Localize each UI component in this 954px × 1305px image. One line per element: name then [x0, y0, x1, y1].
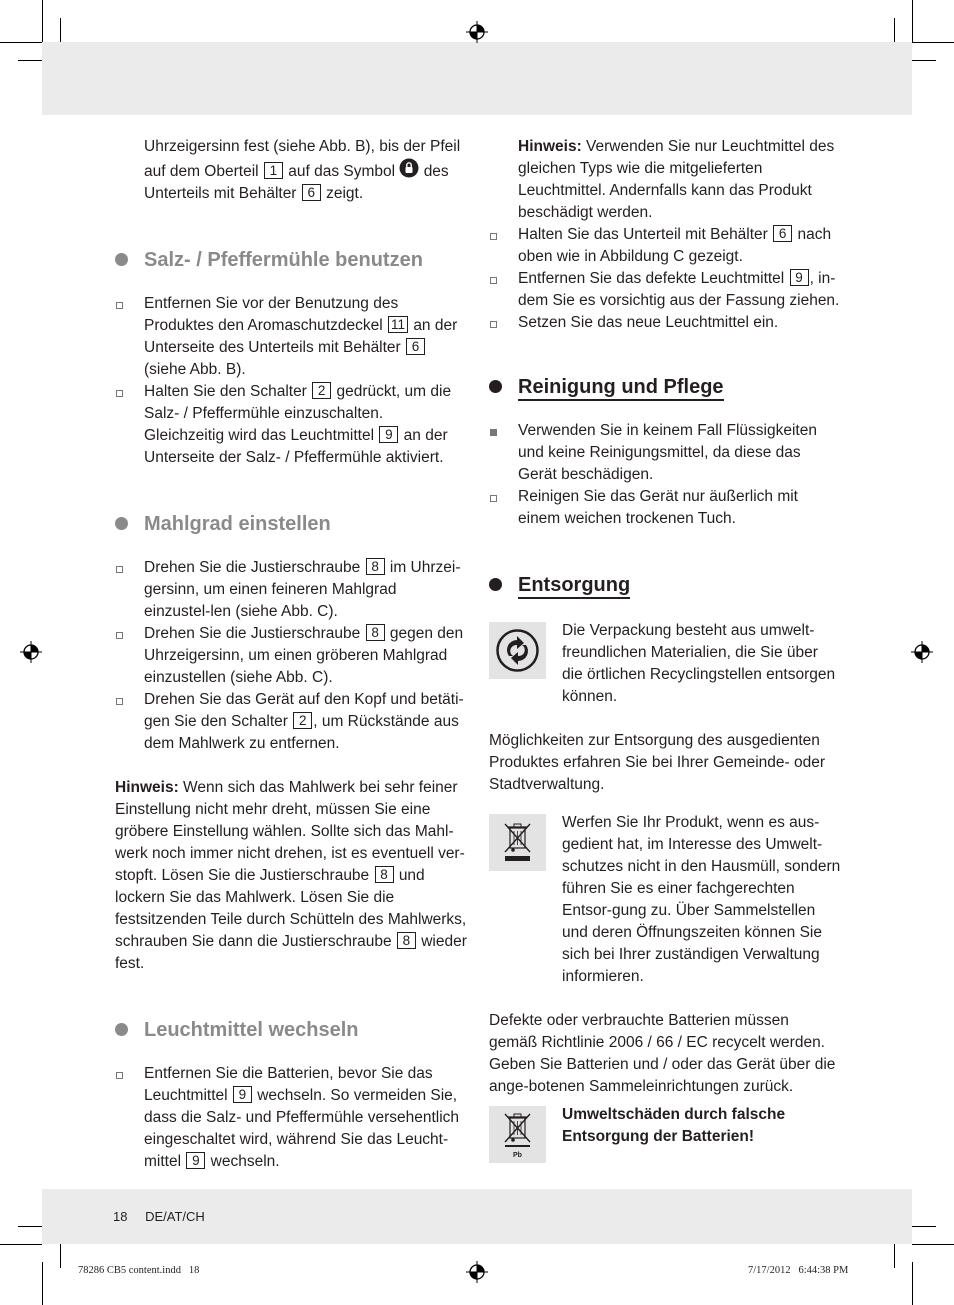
pb-label: Pb [513, 1152, 522, 1159]
crossed-bin-pb-icon [489, 1106, 546, 1163]
list-item: Reinigen Sie das Gerät nur äußerlich mit einem weichen trockenen Tuch. [489, 486, 841, 530]
green-dot-recycle-icon [489, 622, 546, 679]
header-band [42, 42, 912, 115]
checkbox-bullet-icon [116, 632, 123, 639]
list-item: Setzen Sie das neue Leuchtmittel ein. [489, 312, 841, 334]
registration-mark-icon [911, 641, 933, 663]
section-heading-mahlgrad: Mahlgrad einstellen [115, 511, 467, 537]
section-bullet-icon [115, 1023, 128, 1036]
section-heading-entsorgung: Entsorgung [489, 572, 841, 598]
lock-symbol-icon [399, 158, 419, 178]
warning-bullet-icon [490, 429, 497, 436]
list-item: Drehen Sie das Gerät auf den Kopf und betäti-gen Sie den Schalter 2 , um Rückstände aus dem Mahlwerk zu entfernen. [115, 689, 467, 755]
checkbox-bullet-icon [490, 277, 497, 284]
list-item: Drehen Sie die Justierschraube 8 gegen den Uhrzeigersinn, um einen gröberen Mahlgrad einzustellen (siehe Abb. C). [115, 623, 467, 689]
crop-mark [0, 42, 42, 43]
crop-mark [912, 60, 936, 61]
section-heading-salz: Salz- / Pfeffermühle benutzen [115, 247, 467, 273]
hint-paragraph: Hinweis: Wenn sich das Mahlwerk bei sehr feiner Einstellung nicht mehr dreht, müssen Sie eine gröbere Einstellung wählen. Sollte sich das Mahl-werk noch immer nicht drehen, ist es eventuell ver-stopft. Lösen Sie die Justierschraube 8 und lockern Sie das Mahlwerk. Lösen Sie die festsitzenden Teile durch Schütteln des Mahlwerks, schrauben Sie dann die Justierschraube 8 wieder fest. [115, 779, 467, 972]
right-column [489, 136, 841, 1162]
crop-mark [912, 1262, 913, 1305]
crop-mark [912, 0, 913, 42]
checkbox-bullet-icon [490, 495, 497, 502]
checkbox-bullet-icon [116, 1072, 123, 1079]
battery-info: Defekte oder verbrauchte Batterien müssen gemäß Richtlinie 2006 / 66 / EC recycelt werden. Geben Sie Batterien und / oder das Gerät über die ange-botenen Sammeleinrichtungen zurück. [489, 1012, 836, 1095]
weee-icon-box [489, 814, 546, 871]
list-item: Entfernen Sie vor der Benutzung des Produktes den Aromaschutzdeckel 11 an der Unterseite des Unterteils mit Behälter 6 (siehe Abb. B). [115, 293, 467, 381]
checkbox-bullet-icon [116, 390, 123, 397]
crop-mark [42, 0, 43, 42]
section-heading-leuchtmittel: Leuchtmittel wechseln [115, 1017, 467, 1043]
page-number: 18 [113, 1209, 128, 1224]
checkbox-bullet-icon [490, 321, 497, 328]
registration-mark-icon [466, 21, 488, 43]
crop-mark [60, 1244, 61, 1268]
crop-mark [912, 1244, 954, 1245]
registration-mark-icon [20, 641, 42, 663]
list-item: Verwenden Sie in keinem Fall Flüssigkeiten und keine Reinigungsmittel, da diese das Gerät beschädigen. [489, 420, 841, 486]
intro-paragraph: Uhrzeigersinn fest (siehe Abb. B), bis der Pfeil auf dem Oberteil 1 auf das Symbol des Unterteils mit Behälter 6 zeigt. [144, 138, 461, 202]
checkbox-bullet-icon [116, 698, 123, 705]
recycle-icon-box [489, 622, 546, 679]
checkbox-bullet-icon [490, 233, 497, 240]
battery-icon-box [489, 1106, 546, 1163]
page-footer [113, 1208, 219, 1226]
crop-mark [894, 18, 895, 42]
list-item: Halten Sie das Unterteil mit Behälter 6 nach oben wie in Abbildung C gezeigt. [489, 224, 841, 268]
slug-date: 7/17/2012 6:44:38 PM [748, 1265, 849, 1276]
list-item: Entfernen Sie das defekte Leuchtmittel 9 , in-dem Sie es vorsichtig aus der Fassung ziehen. [489, 268, 841, 312]
crop-mark [894, 1244, 895, 1268]
crop-mark [60, 18, 61, 42]
recycle-note: Die Verpackung besteht aus umwelt-freundlichen Materialien, die Sie über die örtlichen Recyclingstellen entsorgen können. [489, 620, 841, 708]
crop-mark [912, 42, 954, 43]
section-bullet-icon [115, 517, 128, 530]
list-item: Drehen Sie die Justierschraube 8 im Uhrzei-gersinn, um einen feineren Mahlgrad einzustel-len (siehe Abb. C). [115, 557, 467, 623]
crossed-bin-icon [489, 814, 546, 871]
section-heading-reinigung: Reinigung und Pflege [489, 374, 841, 400]
part-ref: 1 [264, 162, 283, 179]
checkbox-bullet-icon [116, 566, 123, 573]
section-bullet-icon [489, 578, 502, 591]
crop-mark [0, 1244, 42, 1245]
part-ref: 6 [302, 184, 321, 201]
checkbox-bullet-icon [116, 302, 123, 309]
section-bullet-icon [115, 253, 128, 266]
list-item: Halten Sie den Schalter 2 gedrückt, um die Salz- / Pfeffermühle einzuschalten. Gleichzeitig wird das Leuchtmittel 9 an der Unterseite der Salz- / Pfeffermühle aktiviert. [115, 381, 467, 469]
registration-mark-icon [466, 1261, 488, 1283]
left-column [115, 136, 467, 1173]
crop-mark [18, 1226, 42, 1227]
slug-file: 78286 CB5 content.indd 18 [78, 1265, 200, 1276]
hint-paragraph: Hinweis: Verwenden Sie nur Leuchtmittel des gleichen Typs wie die mitgelieferten Leuchtmittel. Andernfalls kann das Produkt beschädigt werden. [518, 138, 835, 221]
disposal-info: Möglichkeiten zur Entsorgung des ausgedienten Produktes erfahren Sie bei Ihrer Gemeinde- oder Stadtverwaltung. [489, 732, 826, 793]
list-item: Entfernen Sie die Batterien, bevor Sie das Leuchtmittel 9 wechseln. So vermeiden Sie, dass die Salz- und Pfeffermühle versehentlich eingeschaltet wird, während Sie das Leucht-mittel 9 wechseln. [115, 1063, 467, 1173]
section-bullet-icon [489, 380, 502, 393]
battery-note: Pb Umweltschäden durch falsche Entsorgung der Batterien! [489, 1104, 841, 1162]
weee-note: Werfen Sie Ihr Produkt, wenn es aus-gedient hat, im Interesse des Umwelt-schutzes nicht in den Hausmüll, sondern führen Sie es einer fachgerechten Entsor-gung zu. Über Sammelstellen und deren Öffnungszeiten können Sie sich bei Ihrer zuständigen Verwaltung informieren. [489, 812, 841, 988]
crop-mark [18, 60, 42, 61]
crop-mark [42, 1262, 43, 1305]
crop-mark [912, 1226, 936, 1227]
region-label: DE/AT/CH [145, 1209, 205, 1224]
